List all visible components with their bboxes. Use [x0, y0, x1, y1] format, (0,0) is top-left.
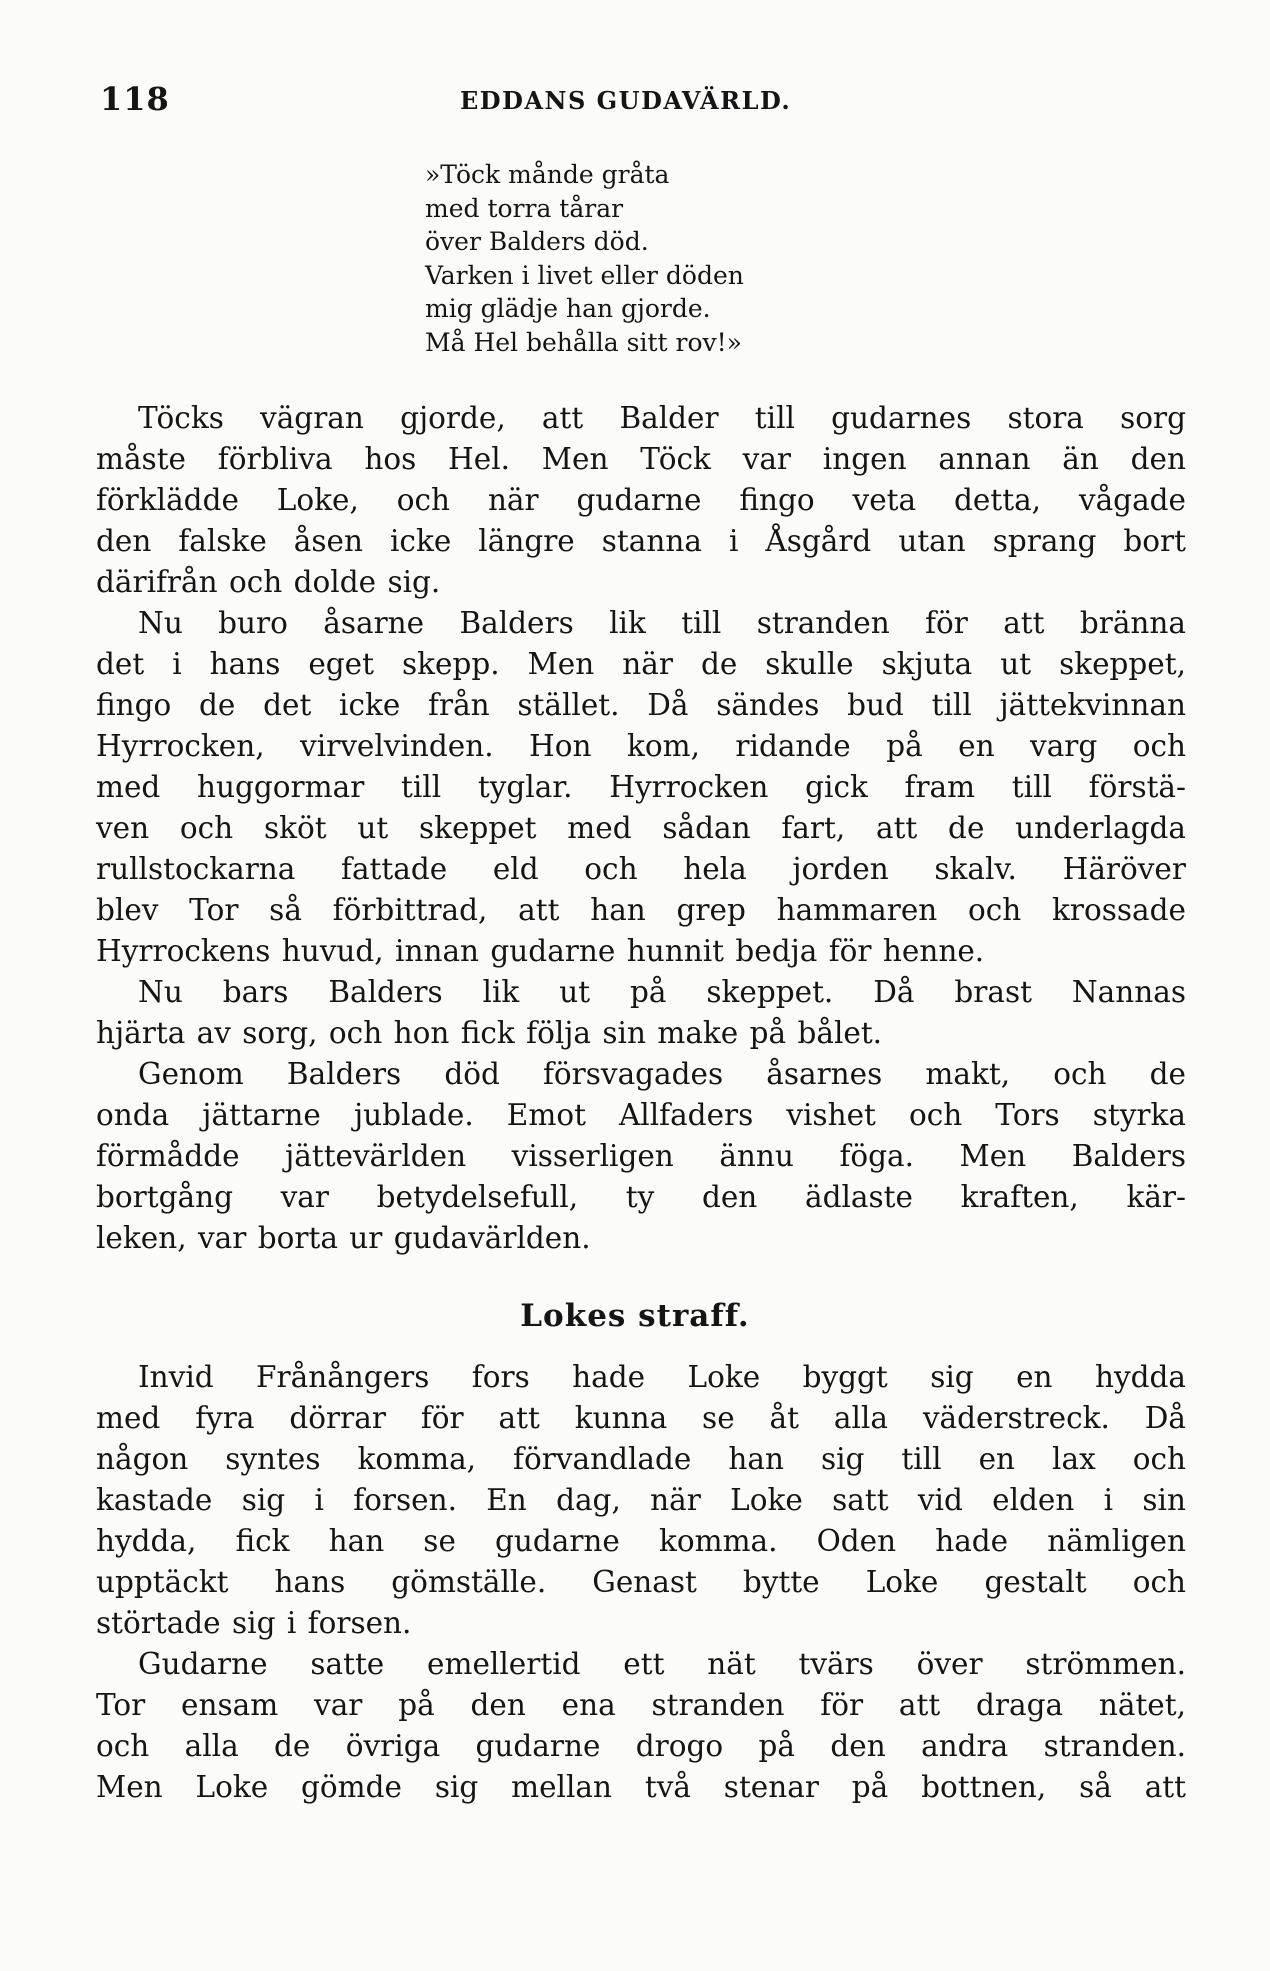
- text-line: hydda, fick han se gudarne komma. Oden hade nämligen: [96, 1524, 1186, 1558]
- text-line: därifrån och dolde sig.: [96, 565, 441, 599]
- text-line: och alla de övriga gudarne drogo på den andra stranden.: [96, 1729, 1186, 1763]
- section-heading: Lokes straff.: [520, 1298, 750, 1334]
- poem-quote: [425, 158, 985, 359]
- text-line: ven och sköt ut skeppet med sådan fart, att de underlagda: [96, 811, 1186, 845]
- text-line: Genom Balders död försvagades åsarnes makt, och de: [138, 1057, 1186, 1091]
- text-line: någon syntes komma, förvandlade han sig till en lax och: [96, 1442, 1186, 1476]
- text-line: onda jättarne jublade. Emot Allfaders vishet och Tors styrka: [96, 1098, 1186, 1132]
- text-line: Töcks vägran gjorde, att Balder till gudarnes stora sorg: [138, 401, 1186, 435]
- poem-line: med torra tårar: [425, 193, 624, 223]
- page-number: 118: [100, 80, 170, 118]
- paragraph: [96, 398, 1186, 603]
- body-text-first: [96, 398, 1186, 1259]
- running-title: EDDANS GUDAVÄRLD.: [460, 86, 792, 115]
- text-line: Men Loke gömde sig mellan två stenar på bottnen, så att: [96, 1770, 1186, 1804]
- text-line: kastade sig i forsen. En dag, när Loke satt vid elden i sin: [96, 1483, 1186, 1517]
- poem-line: Må Hel behålla sitt rov!»: [425, 327, 742, 357]
- text-line: hjärta av sorg, och hon fick följa sin make på bålet.: [96, 1016, 883, 1050]
- text-line: Nu buro åsarne Balders lik till stranden för att bränna: [138, 606, 1186, 640]
- body-text-second: [96, 1357, 1186, 1808]
- paragraph: [96, 603, 1186, 972]
- poem-line: Varken i livet eller döden: [425, 260, 744, 290]
- text-line: störtade sig i forsen.: [96, 1606, 412, 1640]
- text-line: upptäckt hans gömställe. Genast bytte Loke gestalt och: [96, 1565, 1186, 1599]
- paragraph: [96, 1054, 1186, 1259]
- text-line: den falske åsen icke längre stanna i Åsgård utan sprang bort: [96, 524, 1186, 558]
- paragraph: [96, 972, 1186, 1054]
- text-line: det i hans eget skepp. Men när de skulle skjuta ut skeppet,: [96, 647, 1186, 681]
- paragraph: [96, 1357, 1186, 1644]
- paragraph: [96, 1644, 1186, 1808]
- text-line: bortgång var betydelsefull, ty den ädlaste kraften, kär-: [96, 1180, 1186, 1214]
- text-line: rullstockarna fattade eld och hela jorden skalv. Häröver: [96, 852, 1186, 886]
- text-line: förmådde jättevärlden visserligen ännu föga. Men Balders: [96, 1139, 1186, 1173]
- poem-line: över Balders död.: [425, 227, 649, 256]
- running-head: [100, 80, 1180, 120]
- poem-line: mig glädje han gjorde.: [425, 294, 711, 323]
- text-line: Gudarne satte emellertid ett nät tvärs över strömmen.: [138, 1647, 1186, 1681]
- text-line: förklädde Loke, och när gudarne fingo veta detta, vågade: [96, 483, 1186, 517]
- poem-line: »Töck månde gråta: [425, 160, 670, 189]
- text-line: Invid Frånångers fors hade Loke byggt sig en hydda: [138, 1360, 1186, 1394]
- text-line: med huggormar till tyglar. Hyrrocken gick fram till förstä-: [96, 770, 1186, 804]
- text-line: leken, var borta ur gudavärlden.: [96, 1221, 591, 1255]
- text-line: Nu bars Balders lik ut på skeppet. Då brast Nannas: [138, 975, 1186, 1009]
- text-line: Tor ensam var på den ena stranden för att draga nätet,: [96, 1688, 1186, 1722]
- text-line: måste förbliva hos Hel. Men Töck var ingen annan än den: [96, 442, 1186, 476]
- text-line: fingo de det icke från stället. Då sändes bud till jättekvinnan: [96, 688, 1186, 722]
- text-line: med fyra dörrar för att kunna se åt alla väderstreck. Då: [96, 1401, 1186, 1435]
- text-line: Hyrrocken, virvelvinden. Hon kom, ridande på en varg och: [96, 729, 1186, 763]
- text-line: Hyrrockens huvud, innan gudarne hunnit bedja för henne.: [96, 934, 985, 968]
- text-line: blev Tor så förbittrad, att han grep hammaren och krossade: [96, 893, 1186, 927]
